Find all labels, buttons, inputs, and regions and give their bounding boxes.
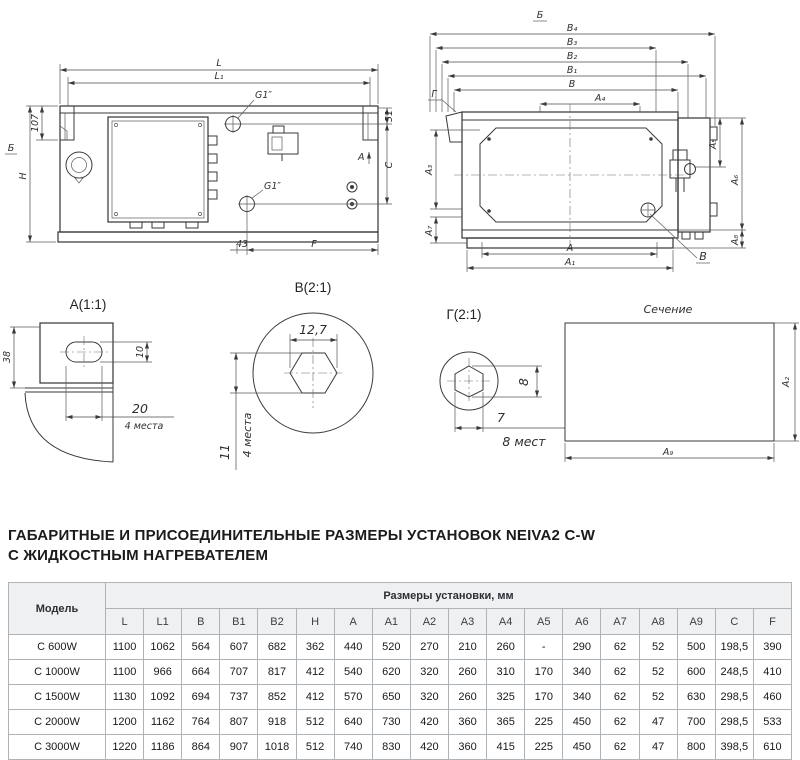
dim-8: 8: [516, 378, 531, 386]
value-cell: 694: [182, 685, 220, 710]
value-cell: 1220: [106, 735, 144, 760]
value-cell: 500: [677, 635, 715, 660]
column-header-A4: A4: [487, 609, 525, 635]
value-cell: 533: [753, 710, 791, 735]
value-cell: 800: [677, 735, 715, 760]
value-cell: 225: [525, 710, 563, 735]
view-label-B: Б: [536, 10, 544, 21]
value-cell: 360: [448, 735, 486, 760]
dim-A2: A₂: [781, 376, 792, 388]
column-header-F: F: [753, 609, 791, 635]
table-row: [9, 685, 792, 710]
value-cell: 62: [601, 660, 639, 685]
dim-107: 107: [30, 113, 41, 133]
dim-A1: A₁: [564, 257, 576, 268]
column-header-B: B: [182, 609, 220, 635]
value-cell: 907: [220, 735, 258, 760]
side-view: [5, 58, 395, 255]
flange: [66, 152, 92, 178]
value-cell: 340: [563, 660, 601, 685]
dim-A5: A₅: [708, 138, 719, 150]
value-cell: 62: [601, 710, 639, 735]
dim-7: 7: [497, 410, 505, 425]
dim-12-7: 12,7: [299, 322, 327, 337]
detail-b: [217, 280, 373, 470]
value-cell: 450: [563, 735, 601, 760]
value-cell: 47: [639, 710, 677, 735]
value-cell: 62: [601, 735, 639, 760]
value-cell: 1100: [106, 660, 144, 685]
column-header-C: C: [715, 609, 753, 635]
dim-A6: A₆: [730, 174, 741, 186]
column-header-A2: A2: [410, 609, 448, 635]
value-cell: 966: [144, 660, 182, 685]
section-title-block: [8, 526, 788, 567]
table-row: [9, 710, 792, 735]
control-box: [66, 117, 217, 228]
dim-A4: A₄: [594, 93, 606, 104]
dim-H: H: [18, 172, 29, 180]
places-note: 4 места: [241, 412, 254, 458]
table-row: [9, 735, 792, 760]
heater-section: [670, 118, 717, 239]
value-cell: 1100: [106, 635, 144, 660]
value-cell: 412: [296, 660, 334, 685]
model-cell: С 1500W: [9, 685, 106, 710]
value-cell: 864: [182, 735, 220, 760]
value-cell: 1200: [106, 710, 144, 735]
value-cell: 170: [525, 660, 563, 685]
view-label-A: A: [358, 152, 365, 163]
value-cell: 420: [410, 710, 448, 735]
dim-G1-bottom: G1″: [264, 181, 281, 192]
value-cell: 412: [296, 685, 334, 710]
dim-B1: B₁: [566, 65, 578, 76]
value-cell: 52: [639, 635, 677, 660]
value-cell: 610: [753, 735, 791, 760]
column-header-A9: A9: [677, 609, 715, 635]
value-cell: 325: [487, 685, 525, 710]
value-cell: 620: [372, 660, 410, 685]
dim-43: 43: [235, 239, 249, 250]
value-cell: 1092: [144, 685, 182, 710]
value-cell: 170: [525, 685, 563, 710]
dim-B3: B₃: [566, 37, 578, 48]
model-cell: С 2000W: [9, 710, 106, 735]
value-cell: 198,5: [715, 635, 753, 660]
end-view: [424, 10, 746, 272]
value-cell: 650: [372, 685, 410, 710]
column-header-B2: B2: [258, 609, 296, 635]
value-cell: 460: [753, 685, 791, 710]
detail-g-title: Г(2:1): [446, 307, 482, 322]
value-cell: 52: [639, 660, 677, 685]
value-cell: 730: [372, 710, 410, 735]
places-note: 8 мест: [502, 434, 546, 449]
value-cell: 260: [448, 685, 486, 710]
column-header-A5: A5: [525, 609, 563, 635]
value-cell: 420: [410, 735, 448, 760]
value-cell: 225: [525, 735, 563, 760]
dim-A8: A₈: [730, 234, 741, 246]
group-header: Размеры установки, мм: [106, 583, 792, 609]
pipe-connection-top: [224, 90, 272, 133]
column-header-A: A: [334, 609, 372, 635]
page-title-line2: С ЖИДКОСТНЫМ НАГРЕВАТЕЛЕМ: [8, 547, 269, 565]
value-cell: 450: [563, 710, 601, 735]
value-cell: 564: [182, 635, 220, 660]
pipe-connection-bottom: [238, 181, 281, 213]
value-cell: 290: [563, 635, 601, 660]
value-cell: 62: [601, 635, 639, 660]
dim-L: L: [216, 58, 222, 69]
detail-a: [2, 297, 174, 462]
dim-10: 10: [135, 345, 146, 359]
model-column-header: Модель: [9, 583, 106, 635]
value-cell: 260: [448, 660, 486, 685]
model-cell: С 1000W: [9, 660, 106, 685]
value-cell: 1162: [144, 710, 182, 735]
value-cell: 807: [220, 710, 258, 735]
column-header-A7: A7: [601, 609, 639, 635]
value-cell: 512: [296, 735, 334, 760]
value-cell: 707: [220, 660, 258, 685]
column-header-A1: A1: [372, 609, 410, 635]
value-cell: 540: [334, 660, 372, 685]
value-cell: 320: [410, 685, 448, 710]
value-cell: 270: [410, 635, 448, 660]
value-cell: 852: [258, 685, 296, 710]
value-cell: 52: [639, 685, 677, 710]
value-cell: 47: [639, 735, 677, 760]
value-cell: 512: [296, 710, 334, 735]
value-cell: 320: [410, 660, 448, 685]
value-cell: 740: [334, 735, 372, 760]
detail-g: [440, 307, 565, 449]
dim-C: C: [384, 161, 395, 169]
value-cell: 570: [334, 685, 372, 710]
value-cell: 310: [487, 660, 525, 685]
value-cell: 340: [563, 685, 601, 710]
column-header-H: H: [296, 609, 334, 635]
value-cell: 1130: [106, 685, 144, 710]
dim-11: 11: [217, 444, 232, 460]
value-cell: 365: [487, 710, 525, 735]
dim-B4: B₄: [566, 23, 578, 34]
dimensions-table: [8, 582, 792, 760]
dim-20: 20: [132, 401, 148, 416]
value-cell: 410: [753, 660, 791, 685]
dim-B2: B₂: [566, 51, 578, 62]
value-cell: 248,5: [715, 660, 753, 685]
value-cell: 600: [677, 660, 715, 685]
model-cell: С 600W: [9, 635, 106, 660]
places-note: 4 места: [124, 421, 164, 432]
value-cell: 607: [220, 635, 258, 660]
detail-callout-B: B: [699, 250, 707, 263]
value-cell: 737: [220, 685, 258, 710]
dim-G1-top: G1″: [255, 90, 272, 101]
value-cell: 664: [182, 660, 220, 685]
column-header-A8: A8: [639, 609, 677, 635]
value-cell: 210: [448, 635, 486, 660]
section-outline: [565, 323, 774, 441]
column-header-A6: A6: [563, 609, 601, 635]
value-cell: 1062: [144, 635, 182, 660]
value-cell: 764: [182, 710, 220, 735]
section-title: Сечение: [643, 303, 693, 316]
value-cell: 362: [296, 635, 334, 660]
value-cell: 918: [258, 710, 296, 735]
value-cell: 1186: [144, 735, 182, 760]
value-cell: 440: [334, 635, 372, 660]
value-cell: 640: [334, 710, 372, 735]
column-header-row: [9, 609, 792, 635]
dim-A9: A₉: [662, 447, 674, 458]
value-cell: 520: [372, 635, 410, 660]
value-cell: 390: [753, 635, 791, 660]
dimensions-table-wrap: [8, 582, 792, 760]
detail-a-title: А(1:1): [69, 297, 107, 312]
view-label-G: Г: [431, 89, 437, 100]
detail-b-title: В(2:1): [294, 280, 332, 295]
column-header-B1: B1: [220, 609, 258, 635]
table-row: [9, 635, 792, 660]
page-title-line1: ГАБАРИТНЫЕ И ПРИСОЕДИНИТЕЛЬНЫЕ РАЗМЕРЫ УСТАНОВОК NEIVA2 C-W: [8, 527, 596, 544]
value-cell: 700: [677, 710, 715, 735]
value-cell: 398,5: [715, 735, 753, 760]
view-label-B: Б: [7, 143, 15, 154]
section-view: [565, 303, 799, 462]
value-cell: 1018: [258, 735, 296, 760]
value-cell: 630: [677, 685, 715, 710]
model-cell: С 3000W: [9, 735, 106, 760]
value-cell: 682: [258, 635, 296, 660]
hanging-bracket: [446, 112, 462, 142]
dim-A3: A₃: [424, 164, 435, 176]
dim-L1: L₁: [214, 71, 224, 82]
value-cell: 298,5: [715, 685, 753, 710]
dim-38: 38: [2, 350, 13, 364]
dim-F: F: [311, 239, 317, 250]
value-cell: 817: [258, 660, 296, 685]
table-body: [9, 635, 792, 760]
value-cell: 298,5: [715, 710, 753, 735]
column-header-L: L: [106, 609, 144, 635]
dim-51: 51: [384, 109, 395, 123]
dim-A7: A₇: [424, 225, 435, 237]
value-cell: 415: [487, 735, 525, 760]
dim-A: A: [566, 243, 574, 254]
value-cell: 260: [487, 635, 525, 660]
table-row: [9, 660, 792, 685]
column-header-L1: L1: [144, 609, 182, 635]
value-cell: 830: [372, 735, 410, 760]
dim-B: B: [568, 79, 576, 90]
unit-base: [58, 232, 378, 242]
column-header-A3: A3: [448, 609, 486, 635]
value-cell: -: [525, 635, 563, 660]
value-cell: 62: [601, 685, 639, 710]
value-cell: 360: [448, 710, 486, 735]
pressure-switch: [268, 126, 298, 161]
